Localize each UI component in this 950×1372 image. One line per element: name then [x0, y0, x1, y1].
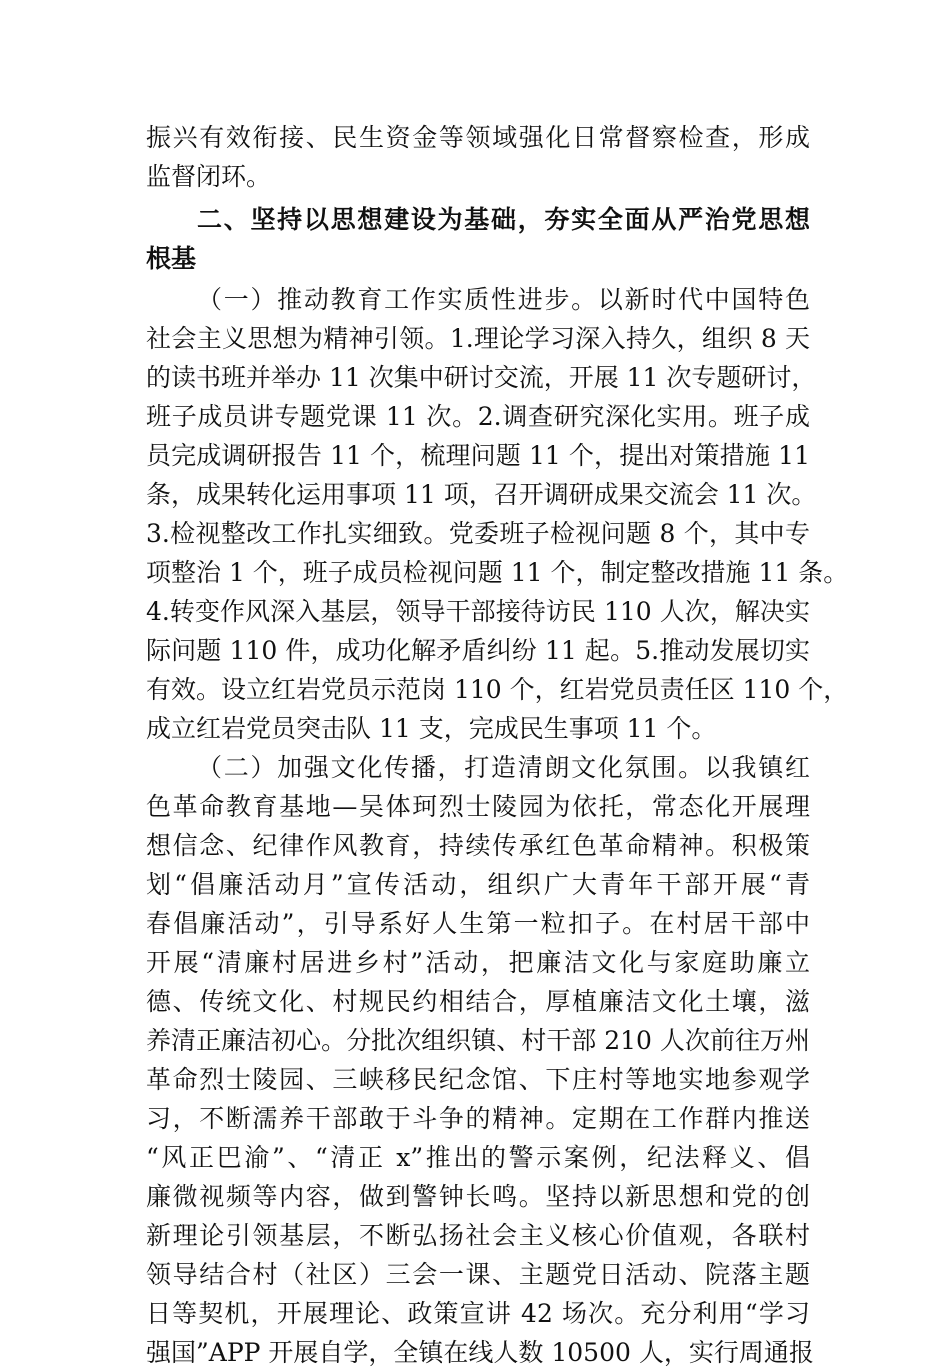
text-line: 想信念、纪律作风教育，持续传承红色革命精神。积极策	[146, 831, 810, 860]
paragraph-culture	[146, 748, 814, 1372]
text-line: 习，不断濡养干部敢于斗争的精神。定期在工作群内推送	[146, 1104, 810, 1133]
text-line: 条，成果转化运用事项 11 项，召开调研成果交流会 11 次。	[146, 480, 817, 509]
text-line: 际问题 110 件，成功化解矛盾纠纷 11 起。5.推动发展切实	[146, 636, 810, 665]
text-line: 项整治 1 个，班子成员检视问题 11 个，制定整改措施 11 条。	[146, 558, 849, 587]
text-line: 德、传统文化、村规民约相结合，厚植廉洁文化土壤，滋	[146, 987, 810, 1016]
paragraph-education	[146, 280, 849, 748]
text-line: 3.检视整改工作扎实细致。党委班子检视问题 8 个，其中专	[146, 519, 810, 548]
text-line: 强国”APP 开展自学，全镇在线人数 10500 人，实行周通报	[146, 1338, 814, 1367]
document-page	[146, 118, 849, 1372]
text-line: 振兴有效衔接、民生资金等领域强化日常督察检查，形成	[146, 123, 810, 152]
text-line: （二）加强文化传播，打造清朗文化氛围。以我镇红	[197, 753, 810, 782]
text-line: 廉微视频等内容，做到警钟长鸣。坚持以新思想和党的创	[146, 1182, 810, 1211]
text-line: 领导结合村（社区）三会一课、主题党日活动、院落主题	[146, 1260, 810, 1289]
text-line: 开展“清廉村居进乡村”活动，把廉洁文化与家庭助廉立	[146, 948, 810, 977]
text-line: 春倡廉活动”，引导系好人生第一粒扣子。在村居干部中	[146, 909, 810, 938]
text-line: 革命烈士陵园、三峡移民纪念馆、下庄村等地实地参观学	[146, 1065, 810, 1094]
text-line: 的读书班并举办 11 次集中研讨交流，开展 11 次专题研讨，	[146, 363, 817, 392]
text-line: 4.转变作风深入基层，领导干部接待访民 110 人次，解决实	[146, 597, 810, 626]
text-line: 班子成员讲专题党课 11 次。2.调查研究深化实用。班子成	[146, 402, 810, 431]
text-line: 划“倡廉活动月”宣传活动，组织广大青年干部开展“青	[146, 870, 810, 899]
heading-line: 根基	[146, 244, 197, 273]
continuation-paragraph	[146, 118, 810, 196]
text-line: 新理论引领基层，不断弘扬社会主义核心价值观，各联村	[146, 1221, 810, 1250]
text-line: 监督闭环。	[146, 162, 272, 191]
text-line: 有效。设立红岩党员示范岗 110 个，红岩党员责任区 110 个，	[146, 675, 849, 704]
text-line: 色革命教育基地—吴体珂烈士陵园为依托，常态化开展理	[146, 792, 810, 821]
text-line: （一）推动教育工作实质性进步。以新时代中国特色	[197, 285, 810, 314]
text-line: 成立红岩党员突击队 11 支，完成民生事项 11 个。	[146, 714, 717, 743]
text-line: 员完成调研报告 11 个，梳理问题 11 个，提出对策措施 11	[146, 441, 810, 470]
text-line: 社会主义思想为精神引领。1.理论学习深入持久，组织 8 天	[146, 324, 810, 353]
text-line: 日等契机，开展理论、政策宣讲 42 场次。充分利用“学习	[146, 1299, 810, 1328]
section-heading	[146, 200, 810, 278]
text-line: 养清正廉洁初心。分批次组织镇、村干部 210 人次前往万州	[146, 1026, 810, 1055]
text-line: “风正巴渝”、“清正 x”推出的警示案例，纪法释义、倡	[146, 1143, 810, 1172]
heading-line: 二、坚持以思想建设为基础，夯实全面从严治党思想	[197, 205, 810, 234]
